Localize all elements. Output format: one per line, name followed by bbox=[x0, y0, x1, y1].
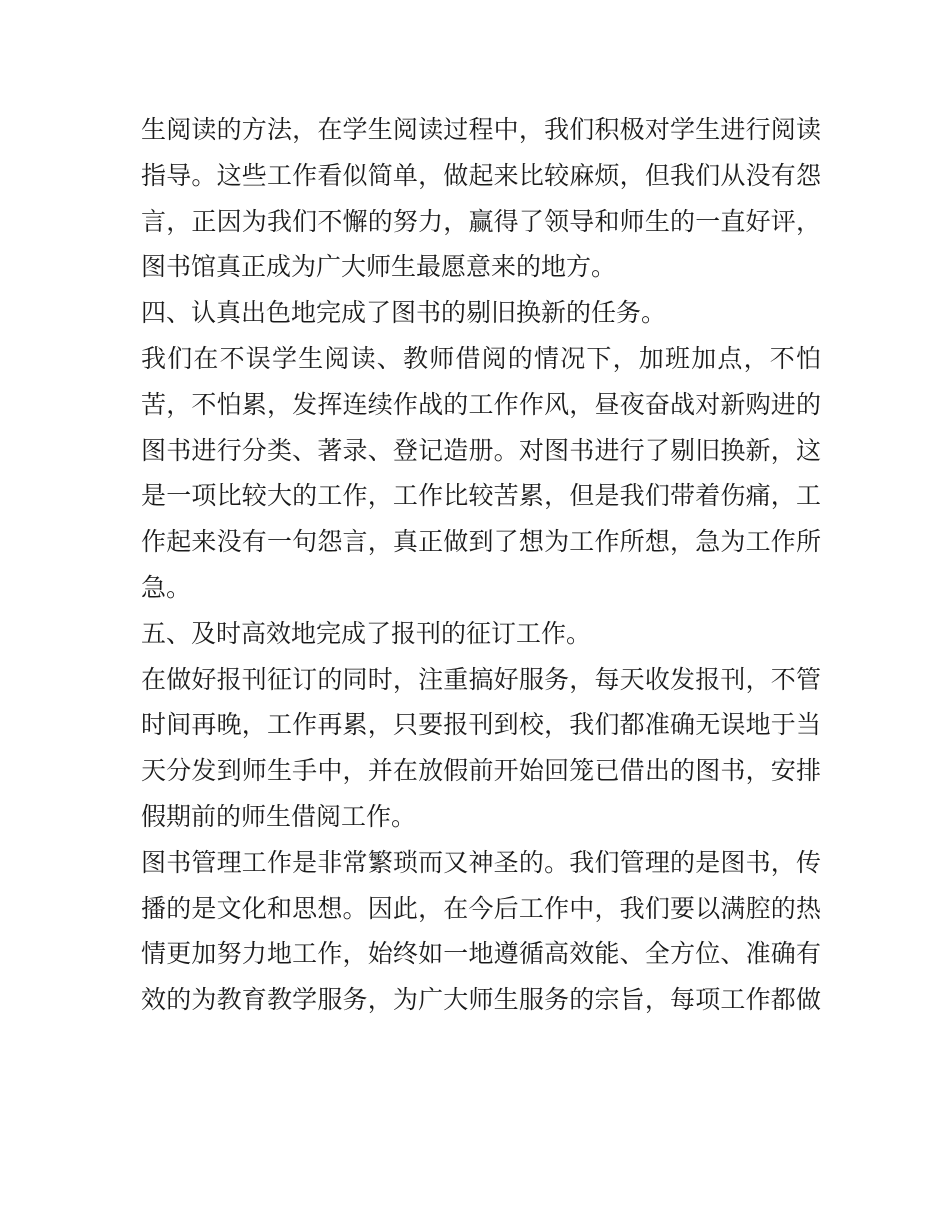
text-line: 言，正因为我们不懈的努力，赢得了领导和师生的一直好评， bbox=[141, 206, 821, 236]
text-line: 指导。这些工作看似简单，做起来比较麻烦，但我们从没有怨 bbox=[141, 160, 821, 190]
text-line: 效的为教育教学服务，为广大师生服务的宗旨，每项工作都做 bbox=[141, 985, 821, 1015]
text-line: 图书馆真正成为广大师生最愿意来的地方。 bbox=[141, 252, 617, 282]
text-line: 情更加努力地工作，始终如一地遵循高效能、全方位、准确有 bbox=[141, 939, 821, 969]
text-line: 图书管理工作是非常繁琐而又神圣的。我们管理的是图书，传 bbox=[141, 847, 821, 877]
text-line: 图书进行分类、著录、登记造册。对图书进行了剔旧换新，这 bbox=[141, 435, 821, 465]
text-line: 生阅读的方法，在学生阅读过程中，我们积极对学生进行阅读 bbox=[141, 115, 821, 144]
text-line: 天分发到师生手中，并在放假前开始回笼已借出的图书，安排 bbox=[141, 756, 821, 786]
text-line: 是一项比较大的工作，工作比较苦累，但是我们带着伤痛，工 bbox=[141, 481, 821, 511]
text-line: 苦，不怕累，发挥连续作战的工作作风，昼夜奋战对新购进的 bbox=[141, 389, 821, 419]
text-line: 我们在不误学生阅读、教师借阅的情况下，加班加点，不怕 bbox=[141, 343, 821, 373]
text-line: 时间再晚，工作再累，只要报刊到校，我们都准确无误地于当 bbox=[141, 710, 821, 740]
section-heading: 五、及时高效地完成了报刊的征订工作。 bbox=[141, 618, 592, 648]
text-line: 在做好报刊征订的同时，注重搞好服务，每天收发报刊，不管 bbox=[141, 664, 821, 694]
text-line: 作起来没有一句怨言，真正做到了想为工作所想，急为工作所 bbox=[141, 527, 821, 557]
section-heading: 四、认真出色地完成了图书的剔旧换新的任务。 bbox=[141, 298, 667, 328]
text-line: 播的是文化和思想。因此，在今后工作中，我们要以满腔的热 bbox=[141, 893, 821, 923]
text-line: 假期前的师生借阅工作。 bbox=[141, 801, 417, 831]
body-text bbox=[141, 107, 821, 1023]
text-line: 急。 bbox=[141, 572, 192, 602]
